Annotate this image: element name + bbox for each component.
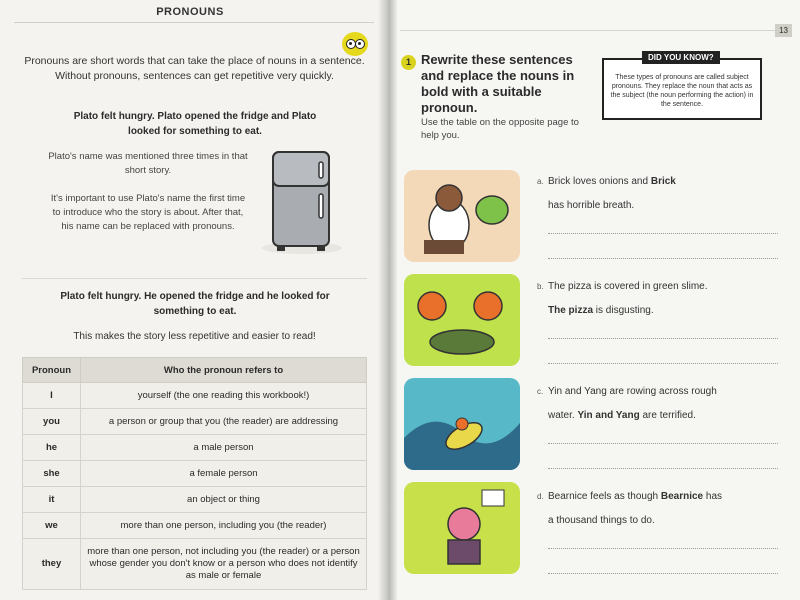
answer-line[interactable] xyxy=(548,468,778,469)
example-sentence-1: Plato felt hungry. Plato opened the fridge and Plato looked for something to eat. xyxy=(73,111,317,137)
title-divider xyxy=(14,22,374,23)
fridge-illustration xyxy=(255,148,345,258)
question-subtitle: Use the table on the opposite page to help you. xyxy=(421,117,579,141)
item-letter: a. xyxy=(537,177,544,186)
refers-cell: an object or thing xyxy=(81,487,367,513)
bearnice-illustration xyxy=(404,482,520,574)
refers-cell: yourself (the one reading this workbook!) xyxy=(81,383,367,409)
section-title: PRONOUNS xyxy=(156,6,224,18)
pronoun-cell: they xyxy=(23,539,81,590)
divider xyxy=(22,278,367,279)
refers-cell: more than one person, including you (the reader) xyxy=(81,513,367,539)
rowing-illustration xyxy=(404,378,520,470)
table-row xyxy=(23,461,367,487)
pronoun-cell: he xyxy=(23,435,81,461)
pronoun-cell: we xyxy=(23,513,81,539)
pizza-illustration xyxy=(404,274,520,366)
pronoun-cell: I xyxy=(23,383,81,409)
item-line-1: Bearnice feels as though Bearnice has xyxy=(548,491,723,502)
book-gutter xyxy=(378,0,398,600)
column-header-pronoun: Pronoun xyxy=(23,358,81,383)
answer-line[interactable] xyxy=(548,338,778,339)
table-row xyxy=(23,383,367,409)
table-row xyxy=(23,487,367,513)
pronoun-cell: you xyxy=(23,409,81,435)
answer-line[interactable] xyxy=(548,573,778,574)
did-you-know-text: These types of pronouns are called subject pronouns. They replace the noun that acts as the subject (the noun performing the action) in the sentence. xyxy=(610,74,754,108)
refers-cell: more than one person, not including you (the reader) or a person whose gender you don't know or a person who does not identify as male or female xyxy=(81,539,367,590)
item-line-1: The pizza is covered in green slime. xyxy=(548,281,708,292)
did-you-know-box xyxy=(602,53,762,120)
intro-text: Pronouns are short words that can take the place of nouns in a sentence. Without pronouns, sentences can get repetitive very quickly. xyxy=(24,55,365,82)
refers-cell: a female person xyxy=(81,461,367,487)
table-row xyxy=(23,513,367,539)
table-row xyxy=(23,539,367,590)
question-title: Rewrite these sentences and replace the nouns in bold with a suitable pronoun. xyxy=(421,52,575,115)
note-mentioned: Plato's name was mentioned three times in that short story. xyxy=(48,151,248,176)
eye-icon xyxy=(355,39,365,49)
page-number: 13 xyxy=(775,24,792,37)
answer-line[interactable] xyxy=(548,363,778,364)
item-line-1: Brick loves onions and Brick xyxy=(548,176,676,187)
example-sentence-2: Plato felt hungry. He opened the fridge and he looked for something to eat. xyxy=(60,291,330,317)
item-letter: b. xyxy=(537,282,544,291)
item-letter: d. xyxy=(537,492,544,501)
answer-line[interactable] xyxy=(548,443,778,444)
item-line-2: The pizza is disgusting. xyxy=(548,305,654,316)
pronoun-table xyxy=(22,357,367,590)
table-row xyxy=(23,409,367,435)
refers-cell: a person or group that you (the reader) are addressing xyxy=(81,409,367,435)
item-line-2: a thousand things to do. xyxy=(548,515,655,526)
item-line-1: Yin and Yang are rowing across rough xyxy=(548,386,717,397)
less-repetitive-text: This makes the story less repetitive and easier to read! xyxy=(73,331,316,342)
item-line-2: water. Yin and Yang are terrified. xyxy=(548,410,696,421)
answer-line[interactable] xyxy=(548,258,778,259)
item-letter: c. xyxy=(537,387,544,396)
table-row xyxy=(23,435,367,461)
pronoun-cell: she xyxy=(23,461,81,487)
answer-line[interactable] xyxy=(548,548,778,549)
pronoun-cell: it xyxy=(23,487,81,513)
header-divider xyxy=(400,30,775,31)
did-you-know-tag: DID YOU KNOW? xyxy=(642,51,720,64)
brick-illustration xyxy=(404,170,520,262)
table-header xyxy=(23,358,367,383)
refers-cell: a male person xyxy=(81,435,367,461)
answer-line[interactable] xyxy=(548,233,778,234)
item-line-2: has horrible breath. xyxy=(548,200,635,211)
face-icon xyxy=(342,32,368,56)
column-header-refers: Who the pronoun refers to xyxy=(81,358,367,383)
question-number-badge: 1 xyxy=(401,55,416,70)
note-important: It's important to use Plato's name the first time to introduce who the story is about. After that, his name can be replaced with pronouns. xyxy=(50,193,246,232)
